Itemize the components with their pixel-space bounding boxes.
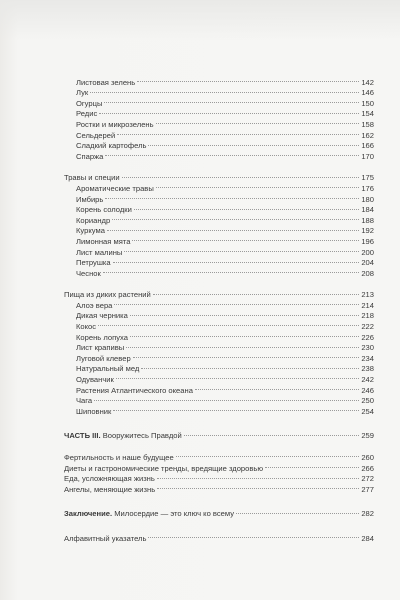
toc-leader	[133, 350, 359, 361]
toc-entry-title: Куркума	[76, 226, 105, 236]
toc-leader	[176, 449, 359, 460]
toc-entry-page: 222	[361, 322, 374, 332]
toc-entry[interactable]	[64, 191, 374, 202]
toc-entry-title: Диеты и гастрономические тренды, вредящие здоровью	[64, 463, 264, 473]
toc-entry-title: Алфавитный указатель	[64, 533, 147, 543]
toc-conclusion-label: Заключение.	[64, 509, 113, 519]
toc-entry-title: Листовая зелень	[76, 77, 136, 87]
toc-part-label: ЧАСТЬ III.	[64, 431, 101, 441]
toc-leader	[90, 85, 359, 96]
toc-entry-page: 250	[361, 396, 374, 406]
toc-entry-title: Еда, усложняющая жизнь	[64, 474, 155, 484]
toc-entry[interactable]	[64, 329, 374, 340]
toc-entry[interactable]	[64, 106, 374, 117]
toc-entry-title: Огурцы	[76, 98, 103, 108]
toc-entry-title: Фертильность и наше будущее	[64, 453, 174, 462]
toc-leader	[112, 212, 359, 223]
toc-entry-page: 266	[361, 463, 374, 473]
toc-leader	[105, 191, 359, 202]
toc-entry-page: 180	[361, 194, 374, 204]
toc-entry[interactable]	[64, 148, 374, 159]
toc-leader	[132, 233, 359, 244]
toc-entry-title: Сельдерей	[76, 130, 116, 140]
toc-entry-page: 166	[361, 141, 374, 151]
toc-leader	[113, 255, 359, 266]
toc-entry[interactable]	[64, 471, 374, 482]
toc-entry-page: 214	[361, 300, 374, 310]
toc-entry-page: 213	[361, 290, 374, 300]
toc-leader	[265, 460, 359, 471]
toc-entry[interactable]	[64, 223, 374, 234]
toc-entry[interactable]	[64, 116, 374, 127]
toc-entry-page: 154	[361, 109, 374, 119]
toc-entry[interactable]	[64, 265, 374, 276]
toc-entry[interactable]	[64, 481, 374, 492]
toc-leader	[122, 170, 359, 181]
toc-entry-page: 238	[361, 364, 374, 374]
toc-entry-page: 196	[361, 236, 374, 246]
toc-entry[interactable]	[64, 460, 374, 471]
toc-leader	[94, 393, 359, 404]
toc-entry-title: Ангелы, меняющие жизнь	[64, 484, 156, 494]
toc-entry[interactable]	[64, 244, 374, 255]
toc-entry[interactable]	[64, 393, 374, 404]
toc-entry-page: 242	[361, 375, 374, 385]
toc-entry[interactable]	[64, 127, 374, 138]
toc-leader	[124, 244, 359, 255]
toc-entry-title: Лист малины	[76, 247, 123, 257]
toc-entry-title: Корень солодки	[76, 205, 132, 215]
toc-index[interactable]	[64, 530, 374, 541]
toc-entry-page: 284	[361, 533, 374, 543]
toc-entry-page: 226	[361, 332, 374, 342]
toc-entry-title: Корень лопуха	[76, 332, 128, 342]
toc-leader	[236, 506, 359, 517]
toc-leader	[130, 329, 359, 340]
toc-entry-page: 230	[361, 343, 374, 353]
toc-entry[interactable]	[64, 308, 374, 319]
toc-leader	[113, 403, 359, 414]
toc-entry[interactable]	[64, 350, 374, 361]
toc-entry[interactable]	[64, 297, 374, 308]
toc-leader	[153, 287, 359, 298]
toc-entry[interactable]	[64, 318, 374, 332]
toc-entry-title: Алоэ вера	[76, 300, 113, 310]
toc-entry-title: Одуванчик	[76, 375, 114, 385]
toc-leader	[134, 202, 359, 213]
toc-entry-page: 142	[361, 77, 374, 87]
toc-leader	[107, 223, 359, 234]
toc-entry-page: 208	[361, 268, 374, 278]
toc-entry[interactable]	[64, 138, 374, 149]
toc-entry[interactable]	[64, 85, 374, 96]
toc-entry-page: 218	[361, 311, 374, 321]
toc-entry[interactable]	[64, 212, 374, 223]
toc-leader	[103, 265, 359, 276]
toc-entry-page: 234	[361, 353, 374, 363]
toc-part-heading[interactable]	[64, 428, 374, 439]
toc-entry-page: 259	[361, 431, 374, 441]
toc-section-heading[interactable]	[64, 170, 374, 181]
toc-leader	[141, 361, 359, 372]
toc-leader	[157, 481, 359, 492]
toc-entry-page: 260	[361, 453, 374, 462]
toc-entry[interactable]	[64, 180, 374, 191]
toc-entry-page: 204	[361, 258, 374, 268]
toc-leader	[156, 180, 359, 191]
toc-entry-title: Чеснок	[76, 268, 101, 278]
toc-leader	[137, 74, 359, 85]
toc-entry-page: 282	[361, 509, 374, 519]
toc-entry-title: Дикая черника	[76, 311, 128, 321]
toc-conclusion-title: Милосердие — это ключ ко всему	[112, 509, 234, 519]
toc-entry[interactable]	[64, 95, 374, 106]
toc-leader	[195, 382, 359, 393]
toc-entry[interactable]	[64, 202, 374, 213]
toc-section-heading[interactable]	[64, 287, 374, 298]
toc-entry-page: 176	[361, 183, 374, 193]
toc-entry-page: 272	[361, 474, 374, 484]
toc-entry-title: Сладкий картофель	[76, 141, 147, 151]
toc-entry-page: 246	[361, 385, 374, 395]
toc-entry-title: Петрушка	[76, 258, 111, 268]
toc-entry-title: Редис	[76, 109, 98, 119]
toc-entry-title: Ростки и микрозелень	[76, 119, 154, 129]
toc-leader	[114, 297, 359, 308]
toc-entry-page: 150	[361, 98, 374, 108]
toc-leader	[126, 340, 359, 351]
toc-leader	[104, 95, 359, 106]
toc-leader	[156, 116, 359, 127]
toc-entry-title: Чага	[76, 396, 93, 406]
toc-entry-title: Травы и специи	[64, 173, 120, 183]
toc-entry-title: Спаржа	[76, 151, 104, 161]
toc-leader	[117, 127, 359, 138]
toc-part-title: Вооружитесь Правдой	[100, 431, 182, 441]
toc-leader	[130, 308, 359, 319]
toc-entry-page: 254	[361, 406, 374, 416]
spacer	[64, 159, 374, 170]
toc-entry-title: Пища из диких растений	[64, 290, 151, 300]
toc-entry[interactable]	[64, 361, 374, 372]
toc-entry[interactable]	[64, 340, 374, 351]
toc-entry-page: 200	[361, 247, 374, 257]
toc-leader	[184, 428, 359, 439]
toc-leader	[98, 318, 359, 329]
toc-entry-title: Луговой клевер	[76, 353, 131, 363]
toc-entry-title: Натуральный мед	[76, 364, 140, 374]
toc-entry[interactable]	[64, 403, 374, 414]
page-shadow	[0, 0, 400, 40]
toc-entry-title: Шиповник	[76, 406, 112, 416]
toc-entry[interactable]	[64, 371, 374, 385]
toc-entry[interactable]	[64, 255, 374, 266]
toc-conclusion[interactable]	[64, 506, 374, 517]
toc-entry-title: Кокос	[76, 322, 97, 332]
toc-entry-page: 277	[361, 484, 374, 494]
toc-leader	[148, 530, 359, 541]
toc-entry-page: 175	[361, 173, 374, 183]
toc-entry-title	[64, 509, 235, 520]
toc-entry-page: 184	[361, 205, 374, 215]
toc-entry-page: 192	[361, 226, 374, 236]
toc-entry-page: 188	[361, 215, 374, 225]
toc-leader	[148, 138, 359, 149]
toc-leader	[99, 106, 359, 117]
toc-entry[interactable]	[64, 233, 374, 244]
toc-entry-title	[64, 431, 183, 442]
toc-entry[interactable]	[64, 449, 374, 460]
toc-entry[interactable]	[64, 74, 374, 85]
toc-leader	[105, 148, 359, 159]
toc-leader	[116, 371, 359, 382]
toc-entry-title: Имбирь	[76, 194, 104, 204]
toc-entry-title: Лист крапивы	[76, 343, 125, 353]
toc-entry-page: 170	[361, 151, 374, 161]
toc-entry-title: Лимонная мята	[76, 236, 131, 246]
toc-entry-page: 158	[361, 119, 374, 129]
toc-entry[interactable]	[64, 382, 374, 393]
toc-entry-title: Кориандр	[76, 215, 111, 225]
spacer	[64, 276, 374, 287]
toc-leader	[157, 471, 359, 482]
toc-entry-title: Лук	[76, 88, 89, 98]
toc-entry-title: Растения Атлантического океана	[76, 385, 193, 395]
toc-entry-page: 146	[361, 88, 374, 98]
toc-entry-page: 162	[361, 130, 374, 140]
toc-entry-title: Ароматические травы	[76, 183, 154, 193]
table-of-contents	[64, 74, 374, 541]
